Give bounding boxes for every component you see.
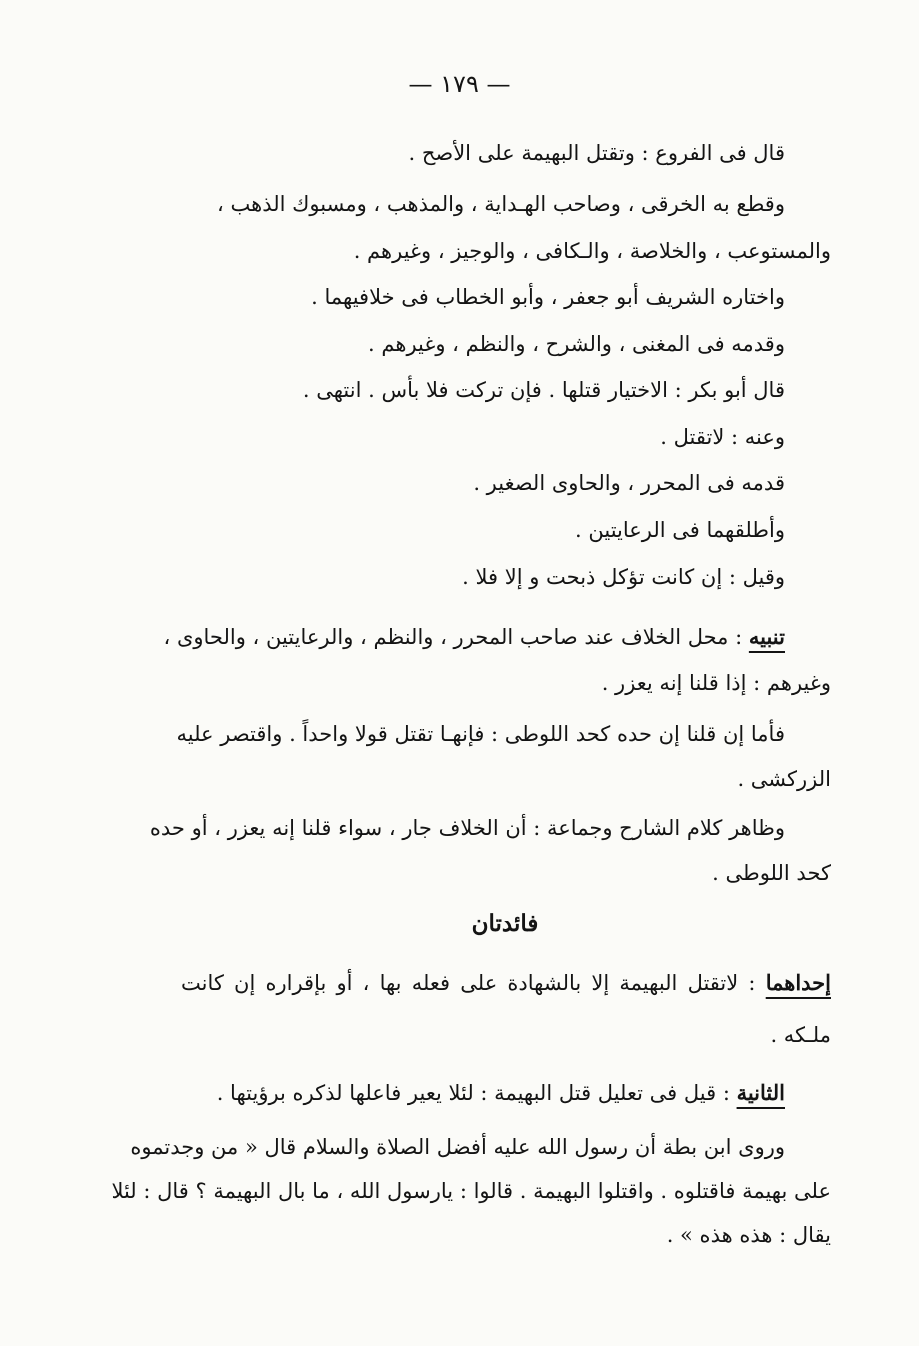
text-line: كحد اللوطى . — [712, 861, 831, 885]
benefit-line: الثانية : قيل فى تعليل قتل البهيمة : لئلا يعير فاعلها لذكره برؤيتها . — [216, 1080, 785, 1105]
note-label: تنبيه — [748, 624, 785, 649]
text-line: يقال : هذه هذه » . — [666, 1223, 831, 1247]
text-line: واختاره الشريف أبو جعفر ، وأبو الخطاب فى خلافيهما . — [311, 285, 785, 309]
text-line: وظاهر كلام الشارح وجماعة : أن الخلاف جار ، سواء قلنا إنه يعزر ، أو حده — [149, 816, 785, 840]
text-line: وروى ابن بطة أن رسول الله عليه أفضل الصلاة والسلام قال « من وجدتموه — [130, 1135, 785, 1159]
text-line: فأما إن قلنا إن حده كحد اللوطى : فإنهـا تقتل قولا واحداً . واقتصر عليه — [176, 722, 785, 746]
benefit-line: إحداهما : لاتقتل البهيمة إلا بالشهادة على فعله بها ، أو بإقراره إن كانت — [181, 970, 831, 995]
text-line: ملـكه . — [770, 1023, 831, 1047]
benefit-label-first: إحداهما — [765, 970, 831, 995]
text-line: وغيرهم : إذا قلنا إنه يعزر . — [601, 671, 831, 695]
benefit-label-second: الثانية — [736, 1080, 785, 1105]
text-line: وأطلقهما فى الرعايتين . — [575, 518, 785, 542]
text-line: قدمه فى المحرر ، والحاوى الصغير . — [473, 471, 785, 495]
text-line: وقطع به الخرقى ، وصاحب الهـداية ، والمذهب ، ومسبوك الذهب ، — [217, 192, 785, 216]
text-line: على بهيمة فاقتلوه . واقتلوا البهيمة . قالوا : يارسول الله ، ما بال البهيمة ؟ قال : لئلا — [111, 1179, 831, 1203]
text-line: وعنه : لاتقتل . — [660, 425, 785, 449]
section-heading: فائدتان — [471, 910, 539, 937]
note-line: تنبيه : محل الخلاف عند صاحب المحرر ، والنظم ، والرعايتين ، والحاوى ، — [163, 624, 785, 649]
text-line: وقدمه فى المغنى ، والشرح ، والنظم ، وغيرهم . — [368, 332, 785, 356]
text-line: والمستوعب ، والخلاصة ، والـكافى ، والوجيز ، وغيرهم . — [353, 239, 831, 263]
text-line: وقيل : إن كانت تؤكل ذبحت و إلا فلا . — [462, 565, 785, 589]
page-number: — ١٧٩ — — [408, 70, 511, 98]
text-line: الزركشى . — [737, 767, 831, 791]
text-line: قال أبو بكر : الاختيار قتلها . فإن تركت فلا بأس . انتهى . — [302, 378, 785, 402]
text-line: قال فى الفروع : وتقتل البهيمة على الأصح . — [408, 141, 785, 165]
